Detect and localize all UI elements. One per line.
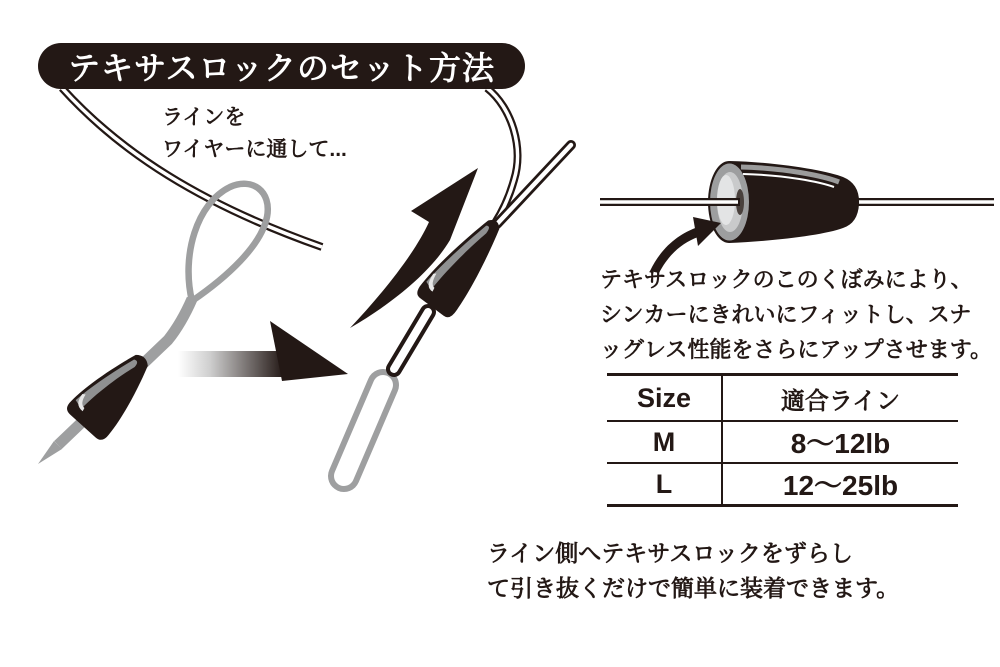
line-tag-end (497, 145, 571, 224)
detail-description-line3: ッグレス性能をさらにアップさせます。 (600, 337, 993, 362)
step1-caption-line1: ラインを (162, 106, 246, 129)
footer-note-line2: て引き抜くだけで簡単に装着できます。 (487, 575, 900, 601)
size-table-row-m (607, 422, 958, 464)
gradient-right-arrow-icon (178, 321, 348, 381)
line-value-l: 12〜25lb (782, 470, 899, 501)
detail-illustration (600, 161, 994, 273)
detail-description (600, 262, 992, 367)
detail-description-line1: テキサスロックのこのくぼみにより、 (600, 267, 973, 292)
size-table-header-line: 適合ライン (780, 387, 901, 415)
footer-note (487, 536, 899, 606)
wire-loop (38, 184, 268, 464)
line-loop (394, 312, 428, 369)
detail-description-line2: シンカーにきれいにフィットし、スナ (600, 302, 972, 327)
step2-illustration (344, 88, 571, 476)
line-value-m: 8〜12lb (790, 428, 891, 459)
step1-caption-line2: ワイヤーに通して... (162, 138, 347, 161)
wire-loop-linked (344, 385, 383, 476)
title-banner (38, 43, 525, 89)
size-value-m: M (607, 422, 723, 462)
size-table (607, 373, 958, 507)
size-value-l: L (607, 464, 723, 504)
size-table-header-row (607, 376, 958, 422)
footer-note-line1: ライン側へテキサスロックをずらし (487, 540, 853, 566)
step1-caption (162, 102, 347, 166)
page-title: テキサスロックのセット方法 (67, 50, 496, 86)
size-table-header-size: Size (607, 376, 723, 420)
size-table-row-l (607, 464, 958, 504)
